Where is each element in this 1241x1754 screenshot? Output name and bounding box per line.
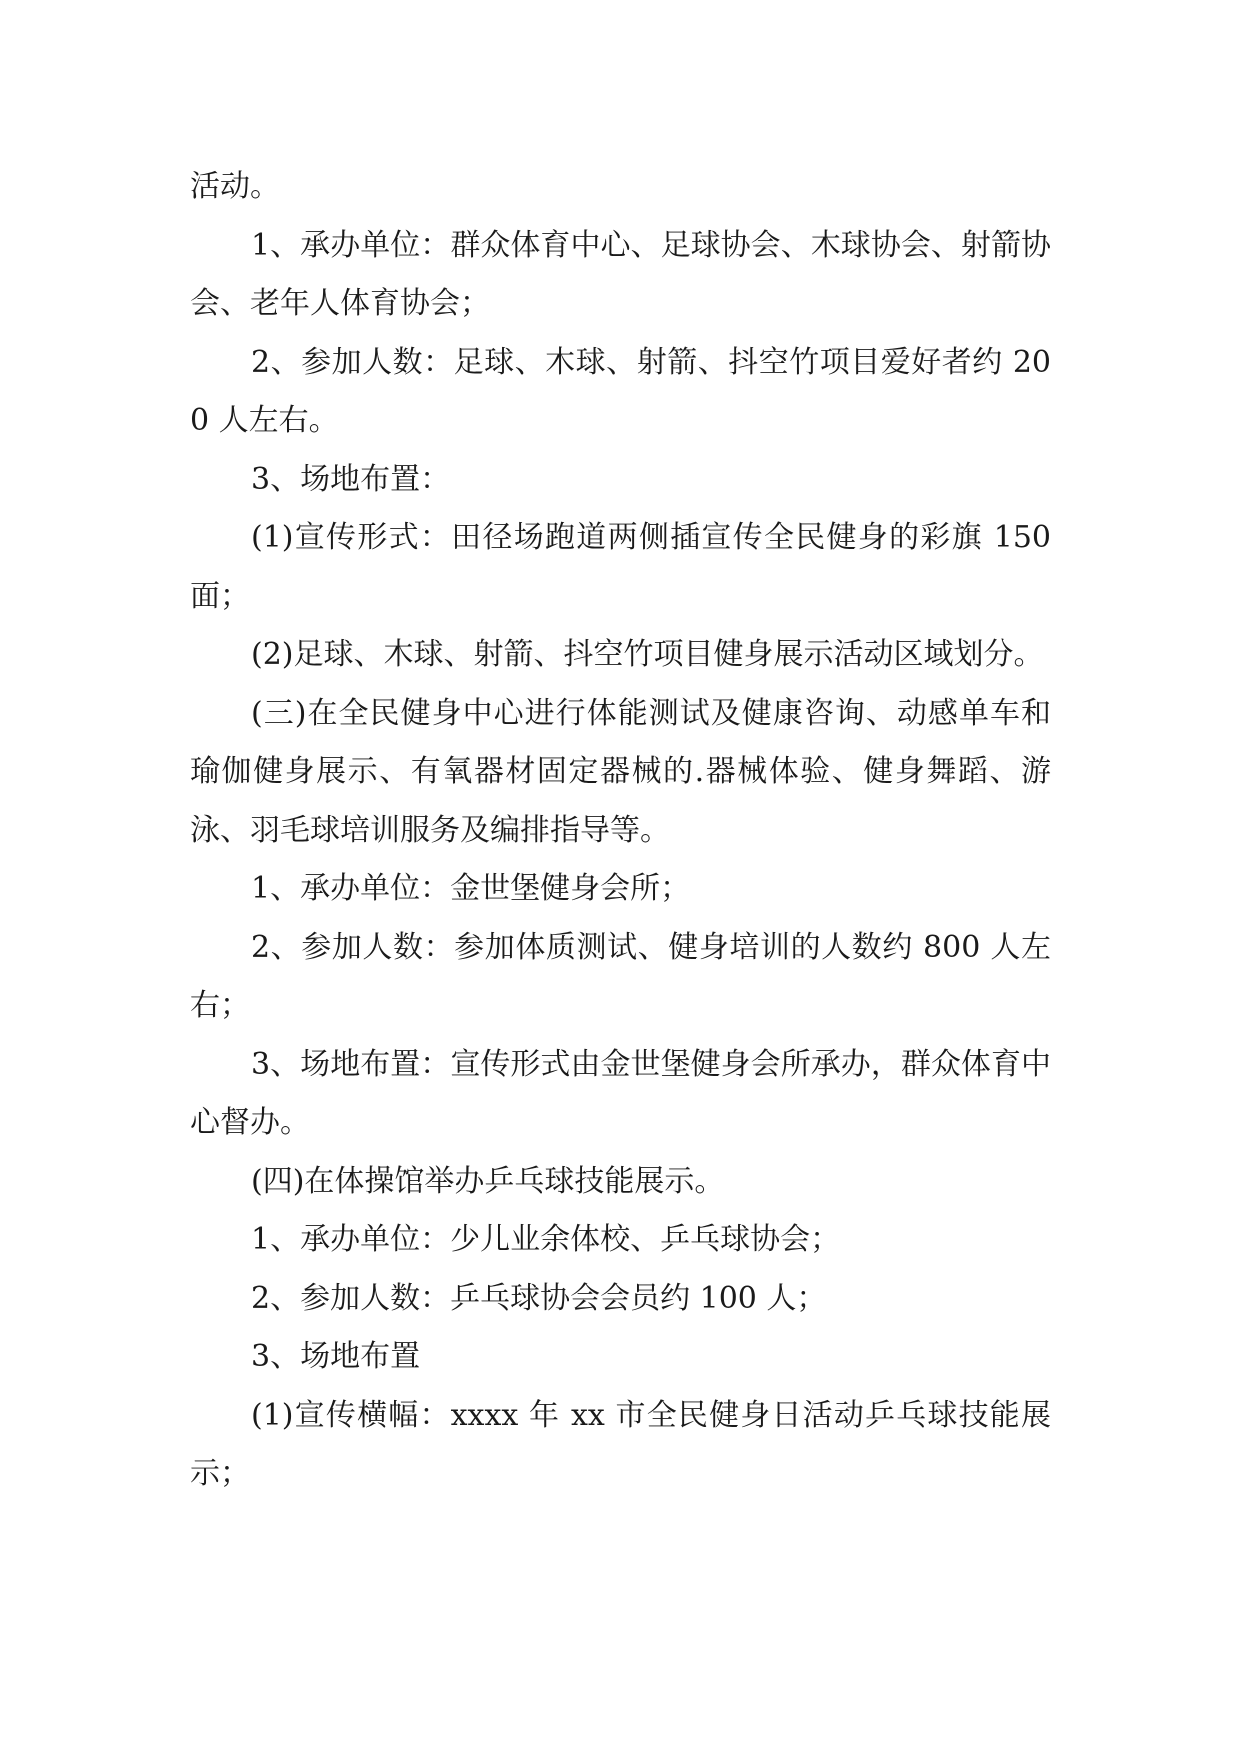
paragraph-4: 3、场地布置：	[251, 461, 451, 497]
paragraph-6: (2)足球、木球、射箭、抖空竹项目健身展示活动区域划分。	[251, 637, 1044, 672]
document-body	[190, 158, 1051, 1504]
paragraph-7: (三)在全民健身中心进行体能测试及健康咨询、动感单车和瑜伽健身展示、有氧器材固定器械的.器械体验、健身舞蹈、游泳、羽毛球培训服务及编排指导等。	[190, 695, 1051, 848]
paragraph-9: 2、参加人数：参加体质测试、健身培训的人数约 800 人左右；	[190, 929, 1051, 1023]
paragraph-13: 2、参加人数：乒乓球协会会员约 100 人；	[251, 1280, 827, 1316]
paragraph-5: (1)宣传形式：田径场跑道两侧插宣传全民健身的彩旗 150 面；	[190, 520, 1051, 614]
paragraph-2: 1、承办单位：群众体育中心、足球协会、木球协会、射箭协会、老年人体育协会；	[190, 227, 1051, 321]
paragraph-14: 3、场地布置	[251, 1339, 421, 1374]
paragraph-10: 3、场地布置：宣传形式由金世堡健身会所承办，群众体育中心督办。	[190, 1046, 1051, 1140]
paragraph-11: (四)在体操馆举办乒乓球技能展示。	[251, 1163, 725, 1199]
paragraph-3: 2、参加人数：足球、木球、射箭、抖空竹项目爱好者约 200 人左右。	[190, 344, 1051, 438]
paragraph-12: 1、承办单位：少儿业余体校、乒乓球协会；	[251, 1222, 841, 1257]
paragraph-1: 活动。	[190, 169, 280, 204]
paragraph-15: (1)宣传横幅：xxxx 年 xx 市全民健身日活动乒乓球技能展示；	[190, 1397, 1051, 1491]
paragraph-8: 1、承办单位：金世堡健身会所；	[251, 871, 691, 906]
